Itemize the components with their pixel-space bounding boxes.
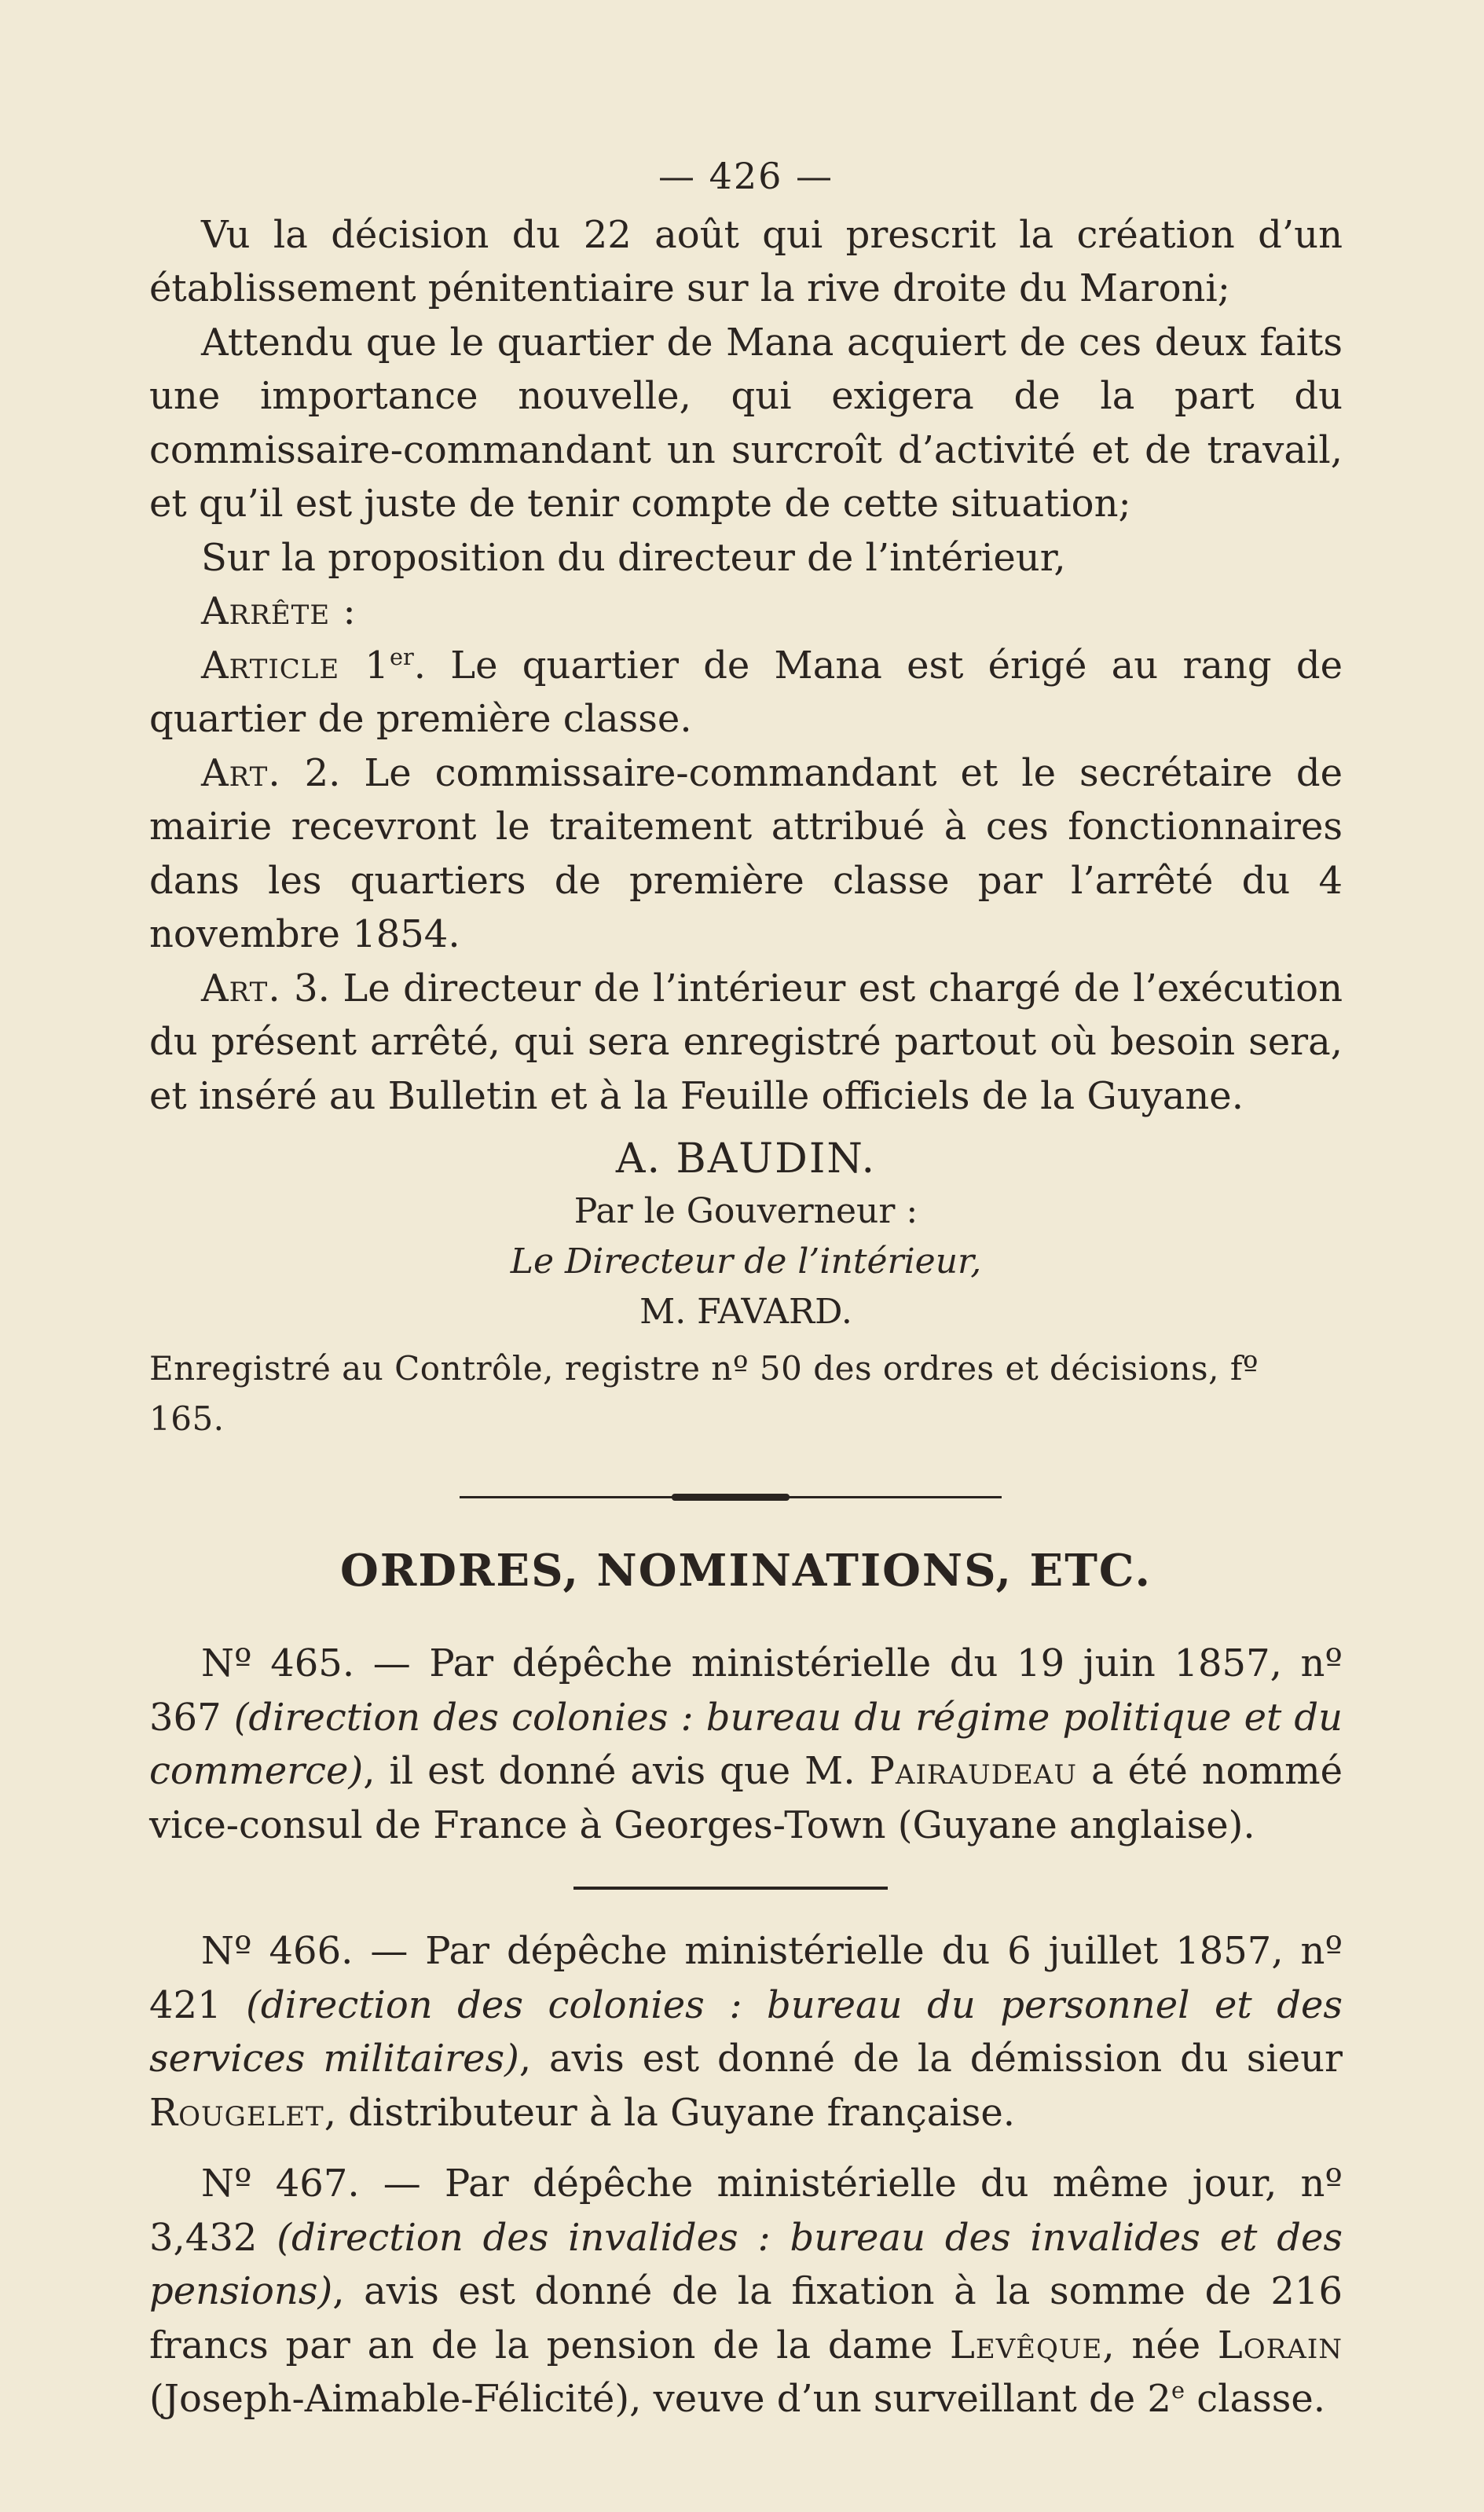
article-3 bbox=[149, 962, 1343, 1124]
article-1-label: Article 1 bbox=[201, 643, 390, 688]
order-466-mid: , avis est donné de la démission du sieur bbox=[518, 2037, 1343, 2081]
signature-signer: M. FAVARD. bbox=[639, 1291, 852, 1332]
section-title: ORDRES, NOMINATIONS, ETC. bbox=[340, 1544, 1152, 1597]
order-467-lead: — Par dépêche ministérielle du même jour, nº 3,432 bbox=[149, 2162, 1343, 2260]
order-466-name: Rougelet bbox=[149, 2090, 324, 2135]
order-467-mid2: , née bbox=[1102, 2323, 1218, 2367]
signature-role: Le Directeur de l’intérieur, bbox=[510, 1241, 982, 1282]
order-465 bbox=[149, 1637, 1343, 1852]
order-465-lead: — Par dépêche ministérielle du 19 juin 1857, nº 367 bbox=[149, 1641, 1343, 1740]
order-467-direction: (direction des invalides : bureau des invalides et des pensions) bbox=[149, 2215, 1343, 2313]
order-465-tail: a été nommé vice-consul de France à Georges-Town (Guyane anglaise). bbox=[149, 1749, 1343, 1847]
article-3-label: Art. bbox=[201, 966, 281, 1010]
section-divider bbox=[460, 1496, 1002, 1498]
order-465-mid: , il est donné avis que M. bbox=[363, 1749, 870, 1793]
signatory-name: A. BAUDIN. bbox=[615, 1135, 877, 1183]
article-1 bbox=[149, 639, 1343, 746]
order-465-direction: (direction des colonies : bureau du régime politique et du commerce) bbox=[149, 1695, 1343, 1793]
order-466 bbox=[149, 1924, 1343, 2140]
order-467-name2: Lorain bbox=[1217, 2323, 1343, 2367]
order-467-number: Nº 467. bbox=[201, 2162, 360, 2206]
order-467-tail: (Joseph-Aimable-Félicité), veuve d’un surveillant de 2 bbox=[149, 2377, 1171, 2421]
article-1-sep: . bbox=[413, 643, 427, 688]
article-2 bbox=[149, 746, 1343, 962]
article-3-num: 3. bbox=[294, 966, 330, 1010]
article-2-num: 2. bbox=[304, 750, 341, 795]
order-465-name: Pairaudeau bbox=[869, 1749, 1077, 1793]
article-1-text: Le quartier de Mana est érigé au rang de quartier de première classe. bbox=[149, 643, 1343, 741]
signature-block bbox=[149, 1132, 1343, 1337]
intro-paragraph-attendu: Attendu que le quartier de Mana acquiert de ces deux faits une importance nouvelle, qui exigera de la part du commissaire-commandant un surcroît d’activité et de travail, et qu’il est juste de tenir compte de cette situation; bbox=[149, 320, 1343, 526]
order-466-number: Nº 466. bbox=[201, 1929, 354, 1973]
arrete-heading: Arrête : bbox=[201, 589, 357, 633]
article-1-sup: er bbox=[389, 643, 414, 670]
page-number: — 426 — bbox=[658, 155, 834, 197]
order-466-lead: — Par dépêche ministérielle du 6 juillet 1857, nº 421 bbox=[149, 1929, 1343, 2027]
signature-by: Par le Gouverneur : bbox=[573, 1190, 918, 1231]
article-2-text: Le commissaire-commandant et le secrétaire de mairie recevront le traitement attribué à ces fonctionnaires dans les quartiers de première classe par l’arrêté du 4 novembre 1854. bbox=[149, 750, 1343, 956]
order-gap bbox=[149, 2140, 1343, 2157]
order-467-mid: , avis est donné de la fixation à la somme de 216 francs par an de la pension de la dame bbox=[149, 2269, 1343, 2367]
order-466-direction: (direction des colonies : bureau du personnel et des services militaires) bbox=[149, 1982, 1343, 2081]
order-divider bbox=[573, 1887, 888, 1890]
order-467-tail-end: classe. bbox=[1185, 2377, 1326, 2421]
order-467-tail-sup: e bbox=[1171, 2377, 1185, 2404]
order-467 bbox=[149, 2157, 1343, 2426]
intro-paragraph-proposition: Sur la proposition du directeur de l’intérieur, bbox=[201, 535, 1066, 580]
registration-note: Enregistré au Contrôle, registre nº 50 des ordres et décisions, fº 165. bbox=[149, 1348, 1259, 1438]
article-3-text: Le directeur de l’intérieur est chargé de l’exécution du présent arrêté, qui sera enregistré partout où besoin sera, et inséré au Bulletin et à la Feuille officiels de la Guyane. bbox=[149, 966, 1343, 1118]
order-467-name: Levêque bbox=[949, 2323, 1103, 2367]
article-2-label: Art. bbox=[201, 750, 281, 795]
intro-paragraph-decision: Vu la décision du 22 août qui prescrit la création d’un établissement pénitentiaire sur la rive droite du Maroni; bbox=[149, 212, 1343, 310]
order-465-number: Nº 465. bbox=[201, 1641, 355, 1685]
order-466-tail: , distributeur à la Guyane française. bbox=[324, 2090, 1016, 2135]
